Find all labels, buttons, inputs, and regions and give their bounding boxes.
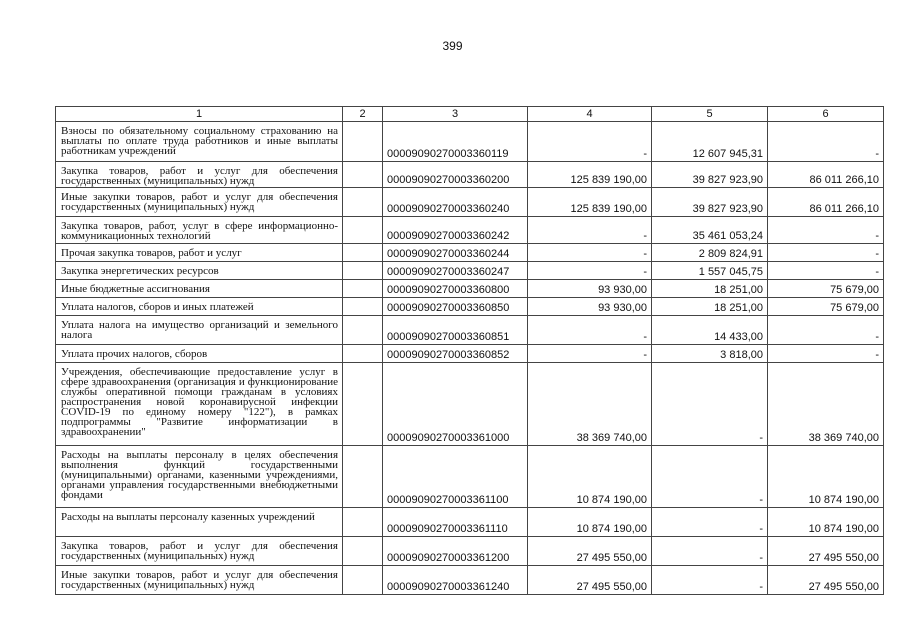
row-col6-cell: - (768, 244, 884, 262)
row-code-cell: 00009090270003360242 (383, 217, 528, 244)
row-col4-cell: 10 874 190,00 (528, 508, 652, 537)
row-col6-cell: - (768, 262, 884, 280)
row-code-cell: 00009090270003360851 (383, 316, 528, 345)
table-row (56, 188, 884, 217)
row-name-cell: Закупка товаров, работ и услуг для обеспечения государственных (муниципальных) нужд (56, 162, 343, 188)
row-code-cell: 00009090270003360119 (383, 122, 528, 162)
row-col4-cell: - (528, 262, 652, 280)
row-col4-cell: 27 495 550,00 (528, 566, 652, 595)
table-row (56, 280, 884, 298)
row-col2-cell (343, 508, 383, 537)
row-code-cell: 00009090270003360850 (383, 298, 528, 316)
row-col5-cell: 2 809 824,91 (652, 244, 768, 262)
row-col6-cell: - (768, 122, 884, 162)
row-code-cell: 00009090270003361100 (383, 446, 528, 508)
row-col4-cell: 10 874 190,00 (528, 446, 652, 508)
row-code-cell: 00009090270003360800 (383, 280, 528, 298)
table-header-row (56, 107, 884, 122)
row-code-cell: 00009090270003361000 (383, 363, 528, 446)
row-col2-cell (343, 566, 383, 595)
row-col5-cell: - (652, 508, 768, 537)
row-col4-cell: - (528, 316, 652, 345)
row-col6-cell: 75 679,00 (768, 298, 884, 316)
row-col4-cell: 93 930,00 (528, 280, 652, 298)
table-row (56, 566, 884, 595)
row-col6-cell: - (768, 217, 884, 244)
table-row (56, 244, 884, 262)
row-col5-cell: 3 818,00 (652, 345, 768, 363)
row-name-cell: Иные закупки товаров, работ и услуг для обеспечения государственных (муниципальных) нужд (56, 566, 343, 595)
row-name-cell: Уплата прочих налогов, сборов (56, 345, 343, 363)
row-col6-cell: 10 874 190,00 (768, 508, 884, 537)
row-col5-cell: 18 251,00 (652, 298, 768, 316)
row-col4-cell: 93 930,00 (528, 298, 652, 316)
row-col2-cell (343, 122, 383, 162)
row-col2-cell (343, 537, 383, 566)
row-code-cell: 00009090270003360244 (383, 244, 528, 262)
row-col2-cell (343, 363, 383, 446)
table-row (56, 363, 884, 446)
row-col5-cell: - (652, 363, 768, 446)
table-row (56, 122, 884, 162)
column-header: 5 (652, 107, 768, 122)
row-col4-cell: - (528, 122, 652, 162)
row-col2-cell (343, 244, 383, 262)
row-col2-cell (343, 446, 383, 508)
row-col4-cell: - (528, 244, 652, 262)
row-col2-cell (343, 217, 383, 244)
row-col5-cell: 14 433,00 (652, 316, 768, 345)
row-code-cell: 00009090270003361240 (383, 566, 528, 595)
row-col6-cell: 27 495 550,00 (768, 566, 884, 595)
row-col6-cell: - (768, 316, 884, 345)
row-name-cell: Закупка энергетических ресурсов (56, 262, 343, 280)
row-name-cell: Иные бюджетные ассигнования (56, 280, 343, 298)
row-name-cell: Закупка товаров, работ и услуг для обеспечения государственных (муниципальных) нужд (56, 537, 343, 566)
row-name-cell: Уплата налога на имущество организаций и земельного налога (56, 316, 343, 345)
row-col5-cell: 39 827 923,90 (652, 188, 768, 217)
row-col6-cell: - (768, 345, 884, 363)
row-col2-cell (343, 280, 383, 298)
row-code-cell: 00009090270003361200 (383, 537, 528, 566)
row-name-cell: Закупка товаров, работ, услуг в сфере информационно-коммуникационных технологий (56, 217, 343, 244)
row-code-cell: 00009090270003360247 (383, 262, 528, 280)
table-row (56, 537, 884, 566)
table-row (56, 262, 884, 280)
row-col5-cell: - (652, 446, 768, 508)
row-col2-cell (343, 316, 383, 345)
row-col4-cell: 125 839 190,00 (528, 188, 652, 217)
row-col2-cell (343, 345, 383, 363)
row-code-cell: 00009090270003361110 (383, 508, 528, 537)
row-col6-cell: 86 011 266,10 (768, 188, 884, 217)
table-row (56, 162, 884, 188)
row-col5-cell: 1 557 045,75 (652, 262, 768, 280)
row-col6-cell: 10 874 190,00 (768, 446, 884, 508)
table-row (56, 316, 884, 345)
row-name-cell: Взносы по обязательному социальному страхованию на выплаты по оплате труда работников и иные выплаты работникам учреждений (56, 122, 343, 162)
budget-table (55, 106, 884, 595)
table-row (56, 298, 884, 316)
row-col6-cell: 27 495 550,00 (768, 537, 884, 566)
row-name-cell: Прочая закупка товаров, работ и услуг (56, 244, 343, 262)
column-header: 2 (343, 107, 383, 122)
table-row (56, 345, 884, 363)
row-col5-cell: - (652, 566, 768, 595)
row-col6-cell: 86 011 266,10 (768, 162, 884, 188)
row-col2-cell (343, 162, 383, 188)
table-row (56, 217, 884, 244)
table-row (56, 446, 884, 508)
row-col5-cell: 12 607 945,31 (652, 122, 768, 162)
row-name-cell: Расходы на выплаты персоналу в целях обеспечения выполнения функций государственными (муниципальными) органами, казенными учреждениями, органами управления государственными внебюджетными фондами (56, 446, 343, 508)
row-name-cell: Учреждения, обеспечивающие предоставление услуг в сфере здравоохранения (организация и функционирование службы оперативной помощи гражданам в условиях распространения новой коронавирусной инфекции COVID-19 по единому номеру "122"), в рамках подпрограммы "Развитие информатизации в здравоохранении" (56, 363, 343, 446)
row-code-cell: 00009090270003360852 (383, 345, 528, 363)
column-header: 3 (383, 107, 528, 122)
column-header: 6 (768, 107, 884, 122)
row-col5-cell: 35 461 053,24 (652, 217, 768, 244)
row-code-cell: 00009090270003360200 (383, 162, 528, 188)
row-col6-cell: 38 369 740,00 (768, 363, 884, 446)
row-col4-cell: 38 369 740,00 (528, 363, 652, 446)
row-name-cell: Иные закупки товаров, работ и услуг для обеспечения государственных (муниципальных) нужд (56, 188, 343, 217)
row-col2-cell (343, 298, 383, 316)
row-col2-cell (343, 262, 383, 280)
column-header: 1 (56, 107, 343, 122)
row-col5-cell: 39 827 923,90 (652, 162, 768, 188)
row-name-cell: Уплата налогов, сборов и иных платежей (56, 298, 343, 316)
row-name-cell: Расходы на выплаты персоналу казенных учреждений (56, 508, 343, 537)
row-col5-cell: 18 251,00 (652, 280, 768, 298)
row-col4-cell: - (528, 345, 652, 363)
page-number: 399 (442, 39, 463, 53)
row-code-cell: 00009090270003360240 (383, 188, 528, 217)
row-col6-cell: 75 679,00 (768, 280, 884, 298)
table-row (56, 508, 884, 537)
column-header: 4 (528, 107, 652, 122)
row-col2-cell (343, 188, 383, 217)
row-col4-cell: 27 495 550,00 (528, 537, 652, 566)
row-col4-cell: - (528, 217, 652, 244)
row-col4-cell: 125 839 190,00 (528, 162, 652, 188)
row-col5-cell: - (652, 537, 768, 566)
